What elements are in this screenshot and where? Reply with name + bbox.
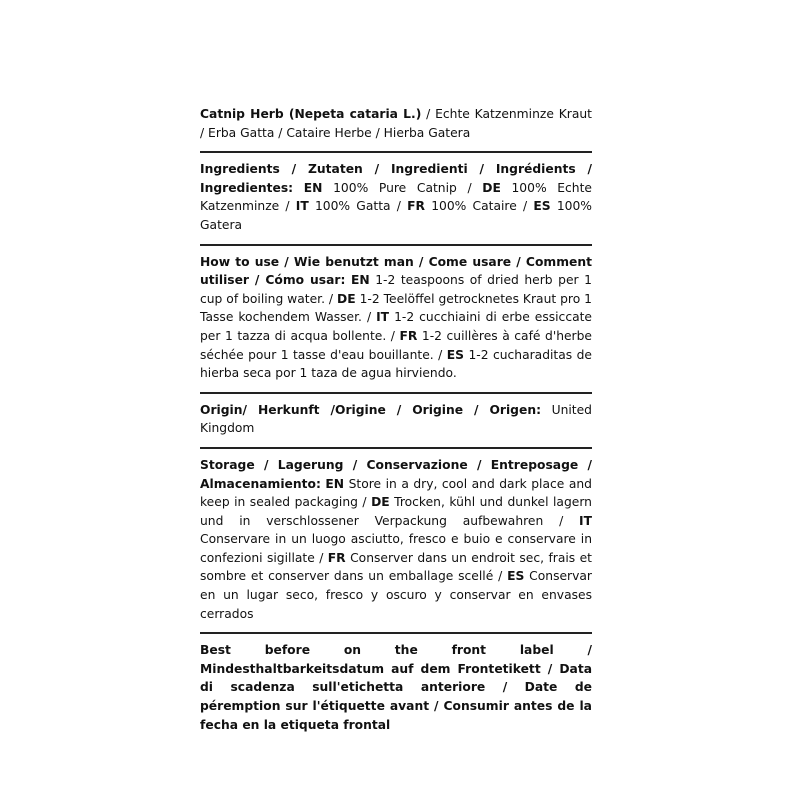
storage-it: Conservare in un luogo asciutto, fresco e buio e conservare in confezioni sigillate / — [200, 532, 592, 565]
ingredients-it: 100% Gatta / — [314, 199, 401, 214]
how-to-use-section — [200, 253, 592, 383]
section-divider — [200, 151, 592, 153]
section-divider — [200, 244, 592, 246]
storage-en: Store in a dry, cool and dark place and keep in sealed packaging / — [200, 476, 592, 510]
how-to-use-es: 1-2 cucharaditas de hierba seca por 1 taza de agua hirviendo. — [200, 347, 592, 381]
origin-value: United Kingdom — [200, 402, 592, 436]
how-to-use-heading: How to use / Wie benutzt man / Come usare / Comment utiliser / Cómo usar: — [200, 254, 592, 288]
lang-code-it: IT — [579, 513, 592, 528]
section-divider — [200, 632, 592, 634]
product-label-panel — [200, 105, 592, 734]
storage-section — [200, 456, 592, 623]
ingredients-fr: 100% Cataire / — [431, 199, 528, 214]
ingredients-section — [200, 160, 592, 234]
lang-code-fr: FR — [407, 199, 425, 214]
lang-code-de: DE — [371, 495, 390, 510]
lang-code-de: DE — [482, 180, 501, 195]
ingredients-en: 100% Pure Catnip / — [333, 180, 472, 195]
how-to-use-en: 1-2 teaspoons of dried herb per 1 cup of boiling water. / — [200, 273, 592, 306]
lang-code-es: ES — [507, 569, 525, 584]
lang-code-es: ES — [533, 199, 551, 214]
lang-code-en: EN — [325, 476, 345, 491]
how-to-use-de: 1-2 Teelöffel getrocknetes Kraut pro 1 Tasse kochendem Wasser. / — [200, 291, 592, 325]
lang-code-de: DE — [337, 291, 356, 306]
how-to-use-it: 1-2 cucchiaini di erbe essiccate per 1 tazza di acqua bollente. / — [200, 310, 592, 343]
best-before-text: Best before on the front label / Mindesthaltbarkeitsdatum auf dem Frontetikett / Data di scadenza sull'etichetta anteriore / Date de péremption sur l'étiquette avant / Consumir antes de la fecha en la etiqueta frontal — [200, 643, 592, 732]
ingredients-heading: Ingredients / Zutaten / Ingredienti / Ingrédients / Ingredientes: — [200, 162, 592, 195]
lang-code-fr: FR — [327, 550, 346, 565]
lang-code-es: ES — [446, 347, 464, 362]
storage-fr: Conserver dans un endroit sec, frais et sombre et conserver dans un emballage scellé / — [200, 550, 592, 584]
lang-code-en: EN — [350, 273, 370, 288]
section-divider — [200, 392, 592, 394]
section-divider — [200, 447, 592, 449]
product-name-section — [200, 105, 592, 142]
best-before-section — [200, 641, 592, 734]
storage-heading: Storage / Lagerung / Conservazione / Entreposage / Almacenamiento: — [200, 457, 592, 491]
product-name-translations: / Echte Katzenminze Kraut / Erba Gatta / Cataire Herbe / Hierba Gatera — [200, 107, 592, 140]
lang-code-fr: FR — [399, 328, 418, 343]
origin-section — [200, 401, 592, 438]
storage-es: Conservar en un lugar seco, fresco y oscuro y conservar en envases cerrados — [200, 569, 592, 621]
lang-code-it: IT — [295, 199, 309, 214]
product-name: Catnip Herb (Nepeta cataria L.) — [200, 107, 422, 121]
origin-heading: Origin/ Herkunft /Origine / Origine / Origen: — [200, 402, 541, 417]
storage-de: Trocken, kühl und dunkel lagern und in verschlossener Verpackung aufbewahren / — [200, 495, 592, 528]
ingredients-es: 100% Gatera — [200, 199, 592, 232]
how-to-use-fr: 1-2 cuillères à café d'herbe séchée pour 1 tasse d'eau bouillante. / — [200, 328, 592, 362]
ingredients-de: 100% Echte Katzenminze / — [200, 180, 592, 214]
lang-code-en: EN — [303, 180, 323, 195]
lang-code-it: IT — [376, 310, 390, 325]
